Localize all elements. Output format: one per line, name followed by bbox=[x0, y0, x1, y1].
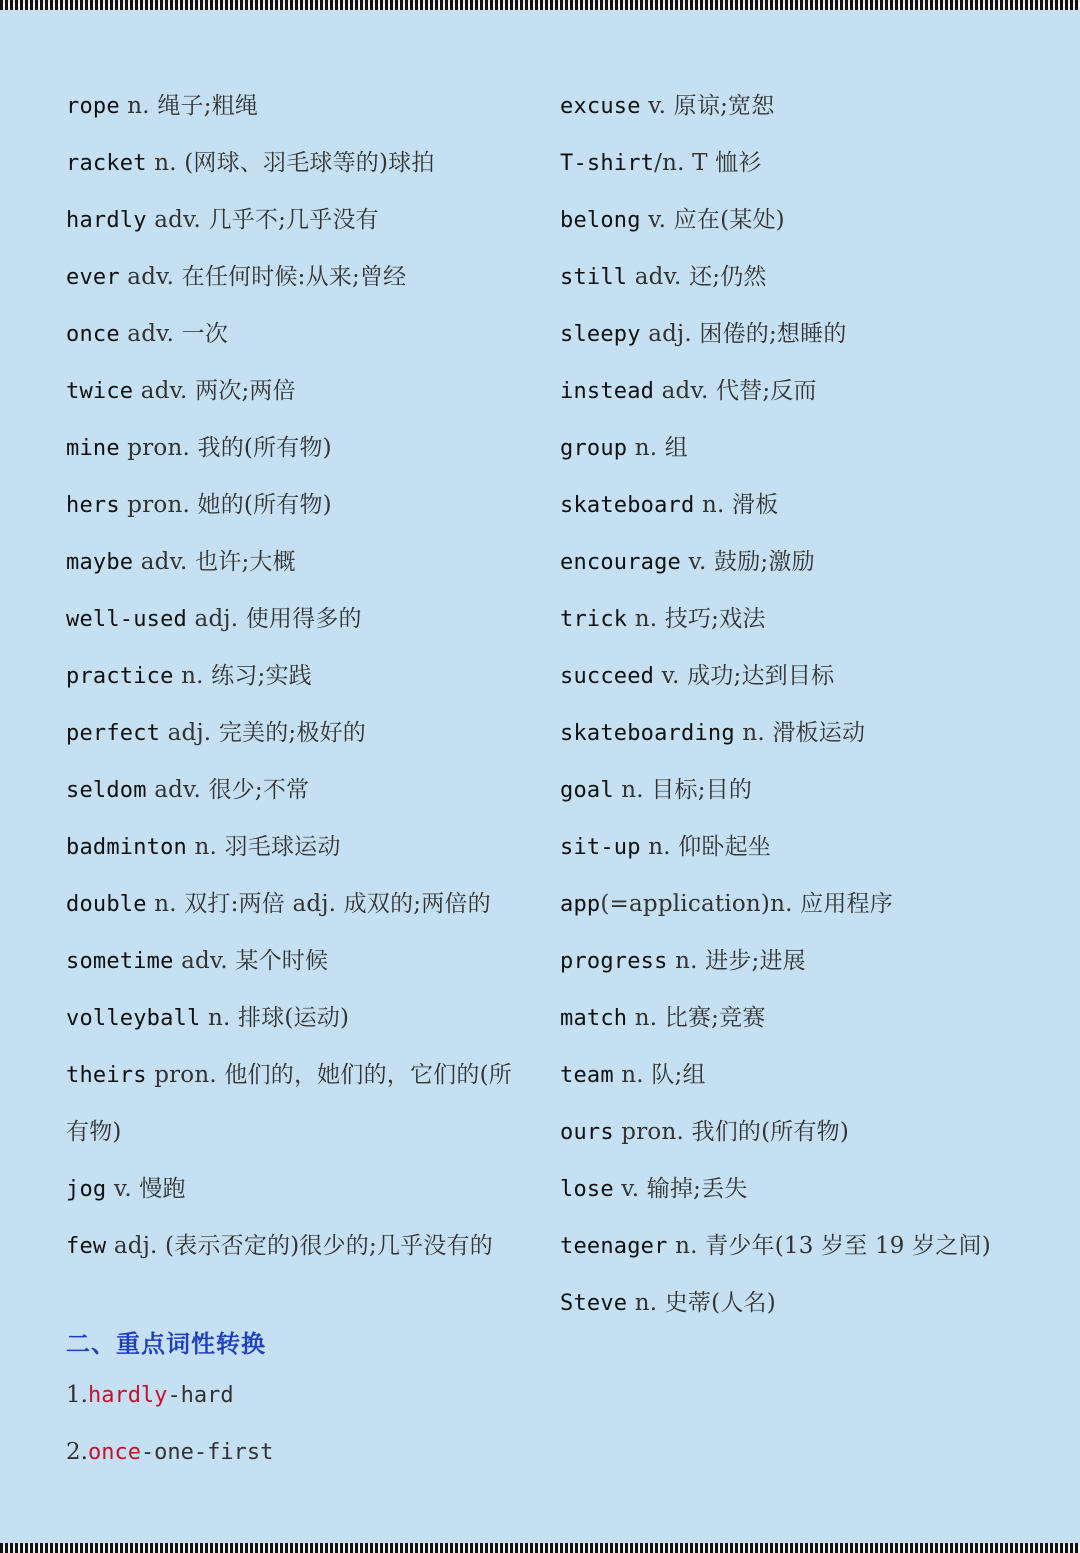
vocab-entry bbox=[66, 249, 536, 306]
vocab-entry bbox=[560, 477, 1030, 534]
vocab-entry bbox=[66, 819, 536, 876]
vocab-definition: adj. 使用得多的 bbox=[194, 606, 362, 632]
vocab-word: once bbox=[66, 322, 120, 347]
vocab-word: still bbox=[560, 265, 628, 290]
vocab-entry bbox=[560, 1104, 1030, 1161]
vocab-definition: /n. T 恤衫 bbox=[654, 150, 762, 176]
vocab-entry bbox=[66, 477, 536, 534]
vocab-entry bbox=[560, 249, 1030, 306]
vocab-word: seldom bbox=[66, 778, 147, 803]
vocab-word: theirs bbox=[66, 1063, 147, 1088]
vocab-entry bbox=[66, 1218, 526, 1275]
vocab-entry bbox=[560, 933, 1030, 990]
vocab-entry bbox=[560, 819, 1030, 876]
vocab-definition: adv. 还;仍然 bbox=[634, 264, 767, 290]
vocab-word: teenager bbox=[560, 1234, 668, 1259]
vocab-definition: v. 慢跑 bbox=[113, 1176, 186, 1202]
vocab-word: T-shirt bbox=[560, 151, 655, 176]
vocab-definition: n. 羽毛球运动 bbox=[194, 834, 341, 860]
vocab-word: belong bbox=[560, 208, 641, 233]
vocab-definition: v. 输掉;丢失 bbox=[621, 1176, 748, 1202]
vocab-word: trick bbox=[560, 607, 628, 632]
vocab-entry bbox=[66, 933, 536, 990]
vocab-entry bbox=[66, 420, 536, 477]
conversion-highlight: hardly bbox=[87, 1383, 168, 1408]
vocab-definition: n. 滑板 bbox=[701, 492, 779, 518]
vocab-definition: n. 双打:两倍 adj. 成双的;两倍的 bbox=[154, 891, 491, 917]
vocab-word: rope bbox=[66, 94, 120, 119]
vocab-entry bbox=[66, 534, 536, 591]
vocab-word: progress bbox=[560, 949, 668, 974]
vocab-definition: adv. 某个时候 bbox=[181, 948, 329, 974]
vocab-entry bbox=[560, 363, 1030, 420]
vocab-entry bbox=[66, 762, 536, 819]
vocab-entry bbox=[560, 534, 1030, 591]
vocab-entry bbox=[560, 876, 1030, 933]
vocab-definition: n. 目标;目的 bbox=[621, 777, 753, 803]
vocab-word: group bbox=[560, 436, 628, 461]
conversion-item-1 bbox=[66, 1382, 234, 1408]
vocab-word: practice bbox=[66, 664, 174, 689]
vocab-entry bbox=[560, 420, 1030, 477]
vocab-definition: n. (网球、羽毛球等的)球拍 bbox=[154, 150, 435, 176]
vocab-definition: pron. 他们的，她们的，它们的(所有物) bbox=[66, 1062, 512, 1145]
vocab-definition: n. 进步;进展 bbox=[675, 948, 806, 974]
vocab-definition: pron. 我的(所有物) bbox=[127, 435, 332, 461]
vocab-word: sit-up bbox=[560, 835, 641, 860]
vocab-definition: v. 原谅;宽恕 bbox=[648, 93, 775, 119]
vocab-entry bbox=[560, 990, 1030, 1047]
vocab-word: excuse bbox=[560, 94, 641, 119]
vocab-definition: adv. 两次;两倍 bbox=[140, 378, 296, 404]
vocab-word: badminton bbox=[66, 835, 188, 860]
vocab-entry bbox=[66, 1047, 526, 1161]
vocab-word: match bbox=[560, 1006, 628, 1031]
vocab-entry bbox=[560, 1218, 1030, 1275]
vocab-column-right bbox=[560, 78, 1030, 1332]
vocab-entry bbox=[560, 306, 1030, 363]
vocab-definition: n. 仰卧起坐 bbox=[648, 834, 772, 860]
conversion-number: 1. bbox=[66, 1382, 88, 1408]
vocab-word: twice bbox=[66, 379, 134, 404]
vocab-definition: pron. 她的(所有物) bbox=[127, 492, 332, 518]
vocab-word: sleepy bbox=[560, 322, 641, 347]
vocab-word: goal bbox=[560, 778, 614, 803]
vocab-entry bbox=[66, 705, 536, 762]
vocab-entry bbox=[66, 990, 536, 1047]
vocab-entry bbox=[66, 135, 536, 192]
vocab-word: skateboarding bbox=[560, 721, 735, 746]
vocab-definition: adv. 很少;不常 bbox=[154, 777, 310, 803]
vocab-word: Steve bbox=[560, 1291, 628, 1316]
vocab-word: few bbox=[66, 1234, 107, 1259]
vocab-word: instead bbox=[560, 379, 655, 404]
vocab-word: ever bbox=[66, 265, 120, 290]
vocab-entry bbox=[560, 705, 1030, 762]
vocab-definition: n. 练习;实践 bbox=[181, 663, 312, 689]
vocab-definition: adj. 完美的;极好的 bbox=[167, 720, 366, 746]
vocab-entry bbox=[66, 192, 536, 249]
vocab-entry bbox=[66, 876, 536, 933]
vocab-entry bbox=[560, 1161, 1030, 1218]
vocab-word: sometime bbox=[66, 949, 174, 974]
vocab-entry bbox=[560, 648, 1030, 705]
vocab-definition: adv. 一次 bbox=[127, 321, 229, 347]
vocab-word: jog bbox=[66, 1177, 107, 1202]
vocab-word: perfect bbox=[66, 721, 161, 746]
vocab-word: volleyball bbox=[66, 1006, 201, 1031]
conversion-rest: -hard bbox=[167, 1383, 234, 1408]
vocab-definition: v. 应在(某处) bbox=[648, 207, 785, 233]
vocab-entry bbox=[66, 363, 536, 420]
vocab-definition: adj. (表示否定的)很少的;几乎没有的 bbox=[113, 1233, 493, 1259]
vocab-definition: (=application)n. 应用程序 bbox=[600, 891, 893, 917]
vocab-definition: n. 排球(运动) bbox=[207, 1005, 350, 1031]
vocab-column-left bbox=[66, 78, 536, 1275]
conversion-item-2 bbox=[66, 1439, 273, 1465]
vocab-definition: n. 滑板运动 bbox=[742, 720, 866, 746]
conversion-rest: -one-first bbox=[140, 1440, 274, 1465]
vocab-entry bbox=[560, 78, 1030, 135]
vocab-word: ours bbox=[560, 1120, 614, 1145]
bottom-dotted-border bbox=[0, 1543, 1080, 1553]
vocab-entry bbox=[560, 1275, 1030, 1332]
vocab-definition: n. 技巧;戏法 bbox=[634, 606, 766, 632]
vocab-definition: v. 成功;达到目标 bbox=[661, 663, 835, 689]
vocab-word: hardly bbox=[66, 208, 147, 233]
vocab-definition: adv. 代替;反而 bbox=[661, 378, 817, 404]
vocab-entry bbox=[560, 135, 1030, 192]
vocab-definition: v. 鼓励;激励 bbox=[688, 549, 815, 575]
section-heading: 二、重点词性转换 bbox=[66, 1330, 266, 1358]
top-dotted-border bbox=[0, 0, 1080, 10]
vocab-entry bbox=[560, 1047, 1030, 1104]
vocab-word: mine bbox=[66, 436, 120, 461]
vocab-entry bbox=[66, 1161, 536, 1218]
vocab-entry bbox=[66, 648, 536, 705]
vocab-word: well-used bbox=[66, 607, 188, 632]
vocab-word: encourage bbox=[560, 550, 682, 575]
vocab-word: succeed bbox=[560, 664, 655, 689]
vocab-word: hers bbox=[66, 493, 120, 518]
vocab-entry bbox=[560, 762, 1030, 819]
vocab-word: skateboard bbox=[560, 493, 695, 518]
vocab-entry bbox=[66, 78, 536, 135]
vocab-entry bbox=[560, 591, 1030, 648]
vocab-entry bbox=[66, 306, 536, 363]
vocab-definition: adv. 几乎不;几乎没有 bbox=[154, 207, 379, 233]
vocab-definition: pron. 我们的(所有物) bbox=[621, 1119, 850, 1145]
vocab-definition: adj. 困倦的;想睡的 bbox=[648, 321, 847, 347]
vocab-entry bbox=[560, 192, 1030, 249]
vocab-word: double bbox=[66, 892, 147, 917]
vocab-word: app bbox=[560, 892, 601, 917]
vocab-word: lose bbox=[560, 1177, 614, 1202]
vocab-word: maybe bbox=[66, 550, 134, 575]
vocab-definition: n. 绳子;粗绳 bbox=[127, 93, 259, 119]
vocab-definition: n. 史蒂(人名) bbox=[634, 1290, 776, 1316]
vocab-definition: n. 比赛;竞赛 bbox=[634, 1005, 766, 1031]
conversion-highlight: once bbox=[87, 1440, 141, 1465]
vocab-definition: n. 青少年(13 岁至 19 岁之间) bbox=[675, 1233, 991, 1259]
vocab-entry bbox=[66, 591, 536, 648]
vocab-definition: adv. 也许;大概 bbox=[140, 549, 296, 575]
vocab-definition: n. 队;组 bbox=[621, 1062, 706, 1088]
vocab-definition: n. 组 bbox=[634, 435, 688, 461]
vocab-word: racket bbox=[66, 151, 147, 176]
conversion-number: 2. bbox=[66, 1439, 88, 1465]
vocab-word: team bbox=[560, 1063, 614, 1088]
vocab-definition: adv. 在任何时候:从来;曾经 bbox=[127, 264, 407, 290]
